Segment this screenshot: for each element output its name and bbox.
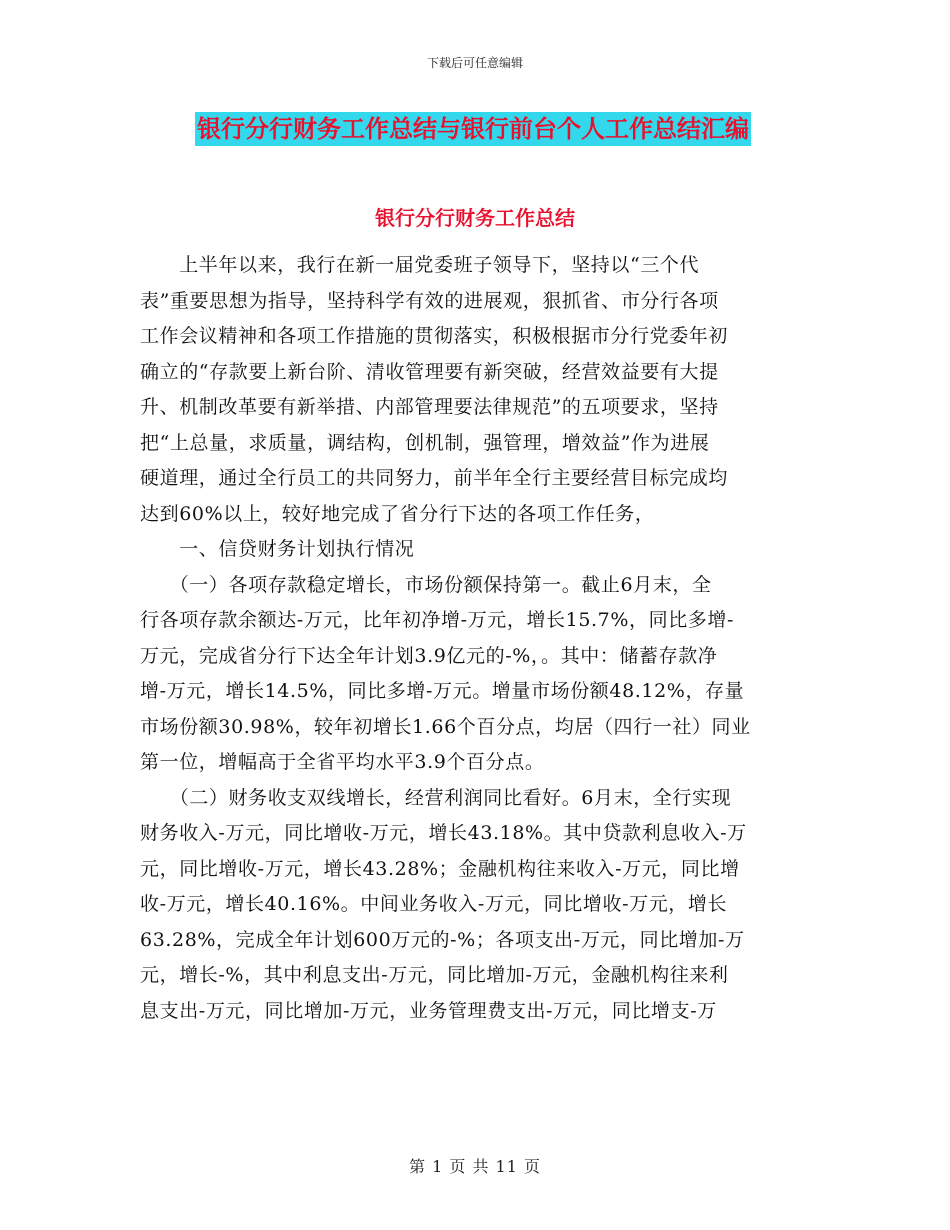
text-line: 硬道理，通过全行员工的共同努力，前半年全行主要经营目标完成均 [140,467,729,489]
text-line: 第一位，增幅高于全省平均水平3.9个百分点。 [140,751,545,773]
text-line: 市场份额30.98%，较年初增长1.66个百分点，均居（四行一社）同业 [140,715,751,738]
text-line: 把“上总量，求质量，调结构，创机制，强管理，增效益”作为进展 [140,431,710,454]
text-line: 财务收入-万元，同比增收-万元，增长43.18%。其中贷款利息收入-万 [140,822,747,844]
text-line: 63.28%，完成全年计划600万元的-%；各项支出-万元，同比增加-万 [140,928,745,951]
text-line: 确立的“存款要上新台阶、清收管理要有新突破，经营效益要有大提 [140,360,719,383]
header-note: 下载后可任意编辑 [426,56,523,70]
text-line: 上半年以来，我行在新一届党委班子领导下，坚持以“三个代 [140,254,700,276]
text-line: 升、机制改革要有新举措、内部管理要法律规范”的五项要求，坚持 [140,396,719,418]
text-line: 收-万元，增长40.16%。中间业务收入-万元，同比增收-万元，增长 [140,893,728,915]
text-line: 一、信贷财务计划执行情况 [140,538,415,560]
text-line: 元，同比增收-万元，增长43.28%；金融机构往来收入-万元，同比增 [140,857,740,880]
text-line: （二）财务收支双线增长，经营利润同比看好。6月末，全行实现 [140,786,732,809]
text-line: 息支出-万元，同比增加-万元，业务管理费支出-万元，同比增支-万 [140,999,717,1022]
text-line: 表”重要思想为指导，坚持科学有效的进展观，狠抓省、市分行各项 [140,289,719,312]
text-line: 元，增长-%，其中利息支出-万元，同比增加-万元，金融机构往来利 [140,964,729,986]
section-title: 银行分行财务工作总结 [375,206,575,230]
body-text [140,248,820,1029]
document-title: 银行分行财务工作总结与银行前台个人工作总结汇编 [195,112,751,146]
text-line: 万元，完成省分行下达全年计划3.9亿元的-%，。其中：储蓄存款净 [140,644,718,667]
text-line: （一）各项存款稳定增长，市场份额保持第一。截止6月末，全 [140,573,712,596]
text-line: 增-万元，增长14.5%，同比多增-万元。增量市场份额48.12%，存量 [140,680,745,702]
text-line: 工作会议精神和各项工作措施的贯彻落实，积极根据市分行党委年初 [140,325,729,347]
page-footer: 第 1 页 共 11 页 [409,1157,541,1176]
text-line: 行各项存款余额达-万元，比年初净增-万元，增长15.7%，同比多增- [140,609,735,631]
text-line: 达到60%以上，较好地完成了省分行下达的各项工作任务， [140,502,655,525]
